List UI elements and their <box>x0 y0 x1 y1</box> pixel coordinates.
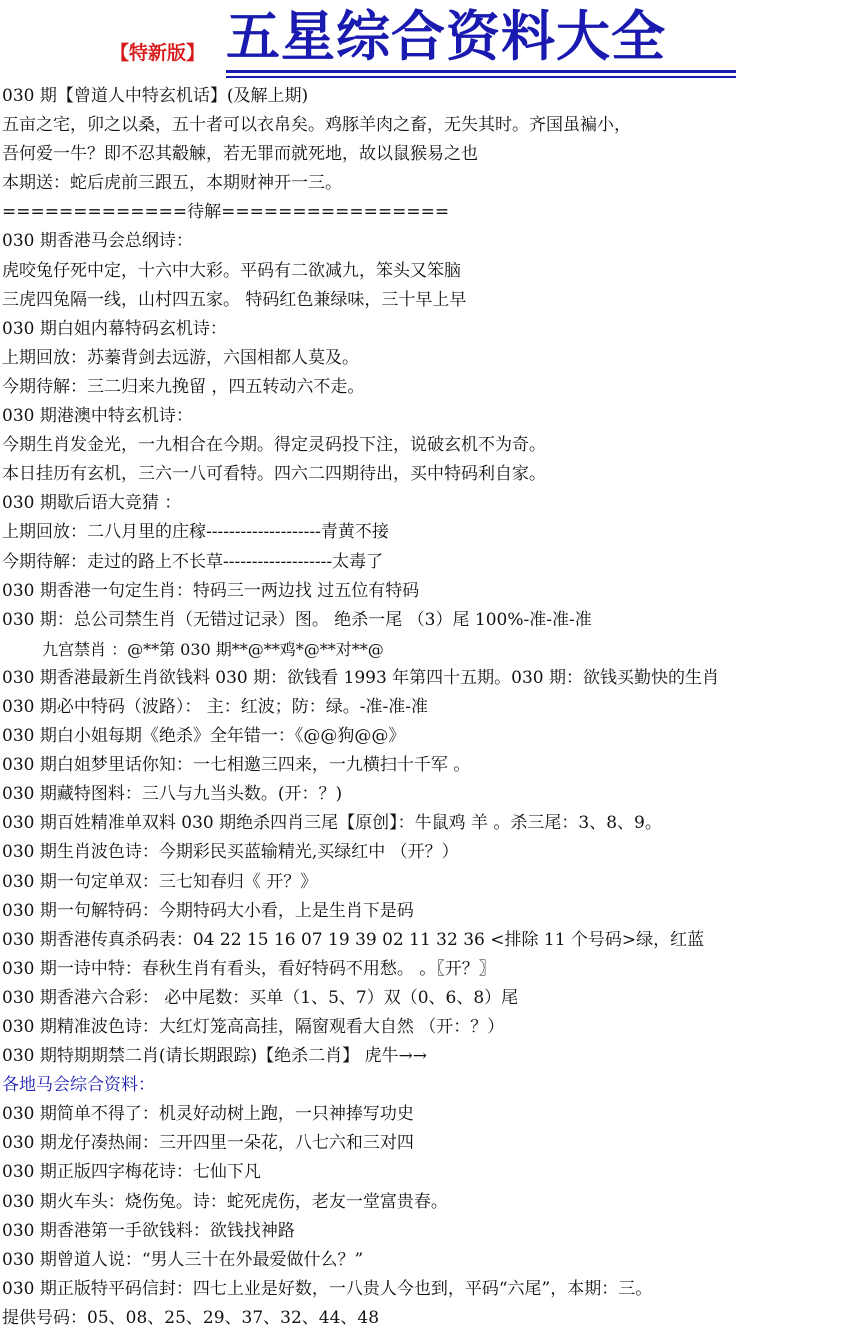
text-line: 吾何爱一牛？即不忍其觳觫，若无罪而就死地，故以鼠猴易之也 <box>2 144 478 165</box>
text-line: 030 期香港最新生肖欲钱料 030 期：欲钱看 1993 年第四十五期。030 期：欲钱买勤快的生肖 <box>2 667 720 688</box>
text-line: 提供号码：05、08、25、29、37、32、44、48 <box>2 1307 380 1328</box>
title-underline-second <box>226 76 736 78</box>
header <box>0 0 860 86</box>
text-line: 今期待解：三二归来九挽留 ，四五转动六不走。 <box>2 376 365 397</box>
text-line: 030 期火车头：烧伤兔。诗：蛇死虎伤，老友一堂富贵春。 <box>2 1191 448 1212</box>
text-line: 五亩之宅，卯之以桑，五十者可以衣帛矣。鸡豚羊肉之畜，无失其时。齐国虽褊小， <box>2 115 631 136</box>
text-line: 030 期香港传真杀码表：04 22 15 16 07 19 39 02 11 32 36 <排除 11 个号码>绿，红蓝 <box>2 929 705 950</box>
text-line: 030 期特期期禁二肖(请长期跟踪)【绝杀二肖】 虎牛→→ <box>2 1046 428 1067</box>
page-title: 五星综合资料大全 <box>226 4 666 68</box>
text-line: 030 期：总公司禁生肖（无错过记录）图。 绝杀一尾 （3）尾 100%-准-准-准 <box>2 609 592 630</box>
text-line: 030 期歇后语大竞猜 ： <box>2 493 182 514</box>
text-line: 030 期藏特图料：三八与九当头数。(开：？) <box>2 784 343 805</box>
text-line: 030 期香港马会总纲诗： <box>2 231 193 252</box>
section-divider: =============待解================ <box>2 202 450 223</box>
text-line: 030 期百姓精准单双料 030 期绝杀四肖三尾【原创】：牛鼠鸡 羊 。杀三尾：3、8、9。 <box>2 813 662 834</box>
text-line: 030 期白姐内幕特码玄机诗： <box>2 318 227 339</box>
text-line: 上期回放：苏蓁背剑去远游，六国相都人莫及。 <box>2 347 359 368</box>
section-heading: 各地马会综合资料： <box>2 1075 155 1096</box>
text-line: 030 期简单不得了：机灵好动树上跑，一只神捧写功史 <box>2 1104 414 1125</box>
text-line: 本期送：蛇后虎前三跟五，本期财神开一三。 <box>2 173 342 194</box>
text-line: 030 期正版四字梅花诗：七仙下凡 <box>2 1162 261 1183</box>
text-line: 九宫禁肖 ：@**第 030 期**@**鸡*@**对**@ <box>42 639 384 659</box>
text-line: 三虎四兔隔一线，山村四五家。 特码红色兼绿味，三十早上早 <box>2 289 467 310</box>
title-underline <box>226 70 736 73</box>
text-line: 030 期香港一句定生肖：特码三一两边找 过五位有特码 <box>2 580 420 601</box>
text-line: 030 期港澳中特玄机诗： <box>2 406 193 427</box>
text-line: 030 期一句定单双：三七知春归《 开？》 <box>2 871 318 892</box>
text-line: 030 期正版特平码信封：四七上业是好数，一八贵人今也到，平码“六尾”，本期：三。 <box>2 1278 653 1299</box>
text-line: 今期待解：走过的路上不长草-------------------太毒了 <box>2 551 384 572</box>
edition-badge: 【特新版】 <box>110 42 206 64</box>
text-line: 030 期龙仔凑热闹：三开四里一朵花，八七六和三对四 <box>2 1133 414 1154</box>
text-line: 030 期香港第一手欲钱料：欲钱找神路 <box>2 1220 295 1241</box>
text-line: 030 期白小姐每期《绝杀》全年错一：《@@狗@@》 <box>2 726 406 747</box>
document-body <box>0 82 860 1333</box>
text-line: 030 期精准波色诗：大红灯笼高高挂，隔窗观看大自然 （开：？） <box>2 1017 505 1037</box>
text-line: 030 期白姐梦里话你知：一七相邀三四来，一九横扫十千军 。 <box>2 755 471 776</box>
text-line: 本日挂历有玄机，三六一八可看特。四六二四期待出，买中特码利自家。 <box>2 464 546 485</box>
text-line: 030 期一句解特码：今期特码大小看，上是生肖下是码 <box>2 900 414 921</box>
text-line: 030 期曾道人说：“男人三十在外最爱做什么？” <box>2 1249 364 1270</box>
text-line: 上期回放：二八月里的庄稼--------------------青黄不接 <box>2 522 389 543</box>
text-line: 030 期香港六合彩： 必中尾数：买单（1、5、7）双（0、6、8）尾 <box>2 987 519 1008</box>
text-line: 今期生肖发金光，一九相合在今期。得定灵码投下注，说破玄机不为奇。 <box>2 435 546 456</box>
text-line: 030 期必中特码（波路）： 主：红波；防：绿。-准-准-准 <box>2 696 428 717</box>
text-line: 030 期生肖波色诗：今期彩民买蓝输精光,买绿红中 （开？） <box>2 842 459 863</box>
text-line: 030 期【曾道人中特玄机话】(及解上期) <box>2 86 309 106</box>
text-line: 虎咬兔仔死中定，十六中大彩。平码有二欲减九，笨头又笨脑 <box>2 260 461 281</box>
text-line: 030 期一诗中特：春秋生肖有看头，看好特码不用愁。 。〖开？〗 <box>2 958 496 979</box>
